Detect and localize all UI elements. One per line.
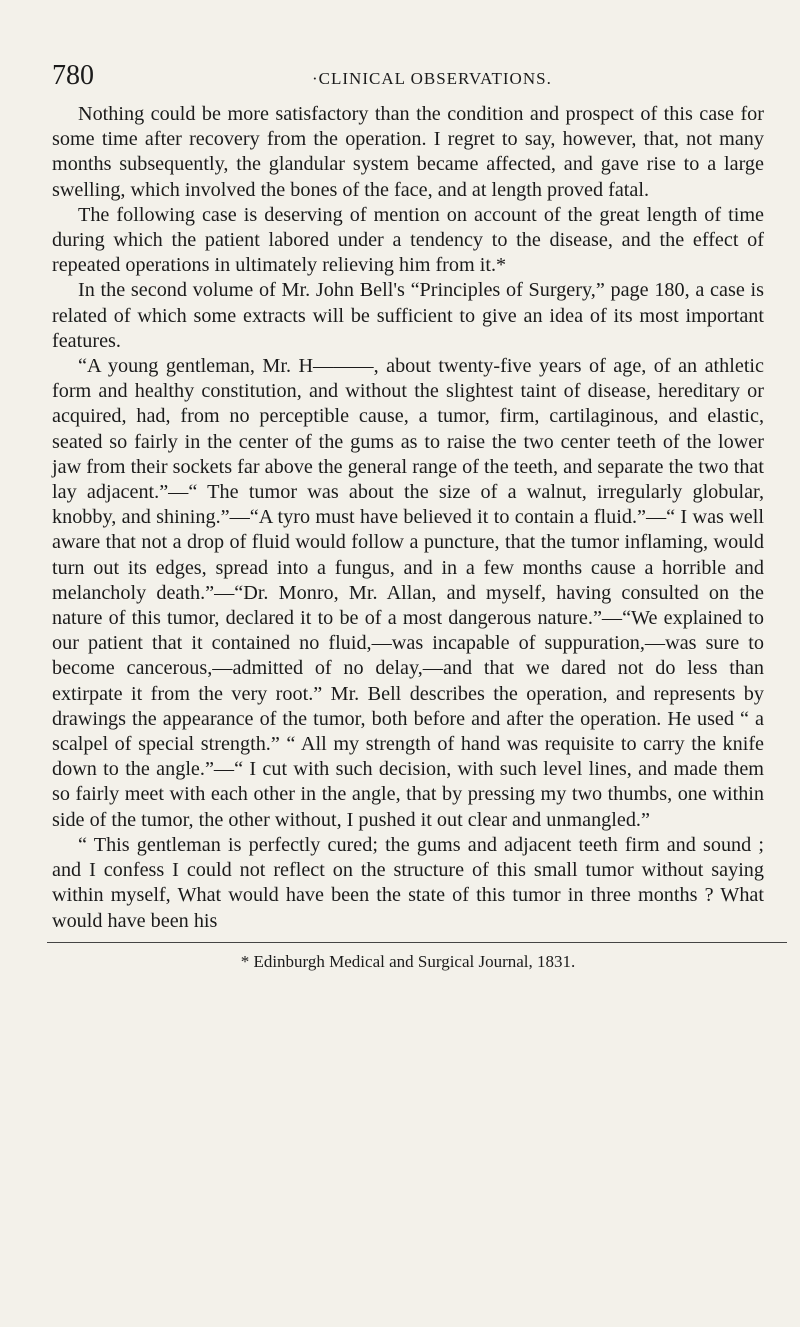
paragraph: In the second volume of Mr. John Bell's “Principles of Surgery,” page 180, a case is related of which some extracts will be sufficient to give an idea of its most important features. bbox=[52, 279, 764, 352]
footnote-divider bbox=[47, 942, 787, 943]
running-title: ·CLINICAL OBSERVATIONS. bbox=[312, 69, 552, 88]
body-text bbox=[52, 102, 764, 934]
paragraph: “ This gentleman is perfectly cured; the gums and adjacent teeth firm and sound ; and I confess I could not reflect on the structure of this small tumor without saying within myself, What would have been the state of this tumor in three months ? What would have been his bbox=[52, 833, 764, 932]
paragraph: The following case is deserving of mention on account of the great length of time during which the patient labored under a tendency to the disease, and the effect of repeated operations in ultimately relieving him from it.* bbox=[52, 203, 764, 277]
paragraph: Nothing could be more satisfactory than the condition and prospect of this case for some time after recovery from the operation. I regret to say, however, that, not many months subsequently, the glandular system became affected, and gave rise to a large swelling, which involved the bones of the face, and at length proved fatal. bbox=[52, 103, 764, 201]
paragraph: “A young gentleman, Mr. H———, about twenty-five years of age, of an athletic form and healthy constitution, and without the slightest taint of disease, hereditary or acquired, had, from no perceptible cause, a tumor, firm, cartilaginous, and elastic, seated so fairly in the center of the gums as to raise the two center teeth of the lower jaw from their sockets far above the general range of the teeth, and separate the two that lay adjacent.”—“ The tumor was about the size of a walnut, irregularly globular, knobby, and shining.”—“A tyro must have believed it to contain a fluid.”—“ I was well aware that not a drop of fluid would follow a puncture, that the tumor inflaming, would turn out its edges, spread into a fungus, and in a few months cause a horrible and melancholy death.”—“Dr. Monro, Mr. Allan, and myself, having consulted on the nature of this tumor, declared it to be of a most dangerous nature.”—“We explained to our patient that it contained no fluid,—was incapable of suppuration,—was sure to become cancerous,—admitted of no delay,—and that we dared not do less than extirpate it from the very root.” Mr. Bell describes the operation, and represents by drawings the appearance of the tumor, both before and after the operation. He used “ a scalpel of special strength.” “ All my strength of hand was requisite to carry the knife down to the angle.”—“ I cut with such decision, with such level lines, and made them so fairly meet with each other in the angle, that by pressing my two thumbs, one within side of the tumor, the other without, I pushed it out clear and unmangled.” bbox=[52, 355, 764, 831]
footnote: * Edinburgh Medical and Surgical Journal, 1831. bbox=[240, 951, 576, 971]
page-number: 780 bbox=[52, 60, 94, 91]
book-page bbox=[52, 60, 764, 973]
running-head bbox=[52, 60, 764, 102]
